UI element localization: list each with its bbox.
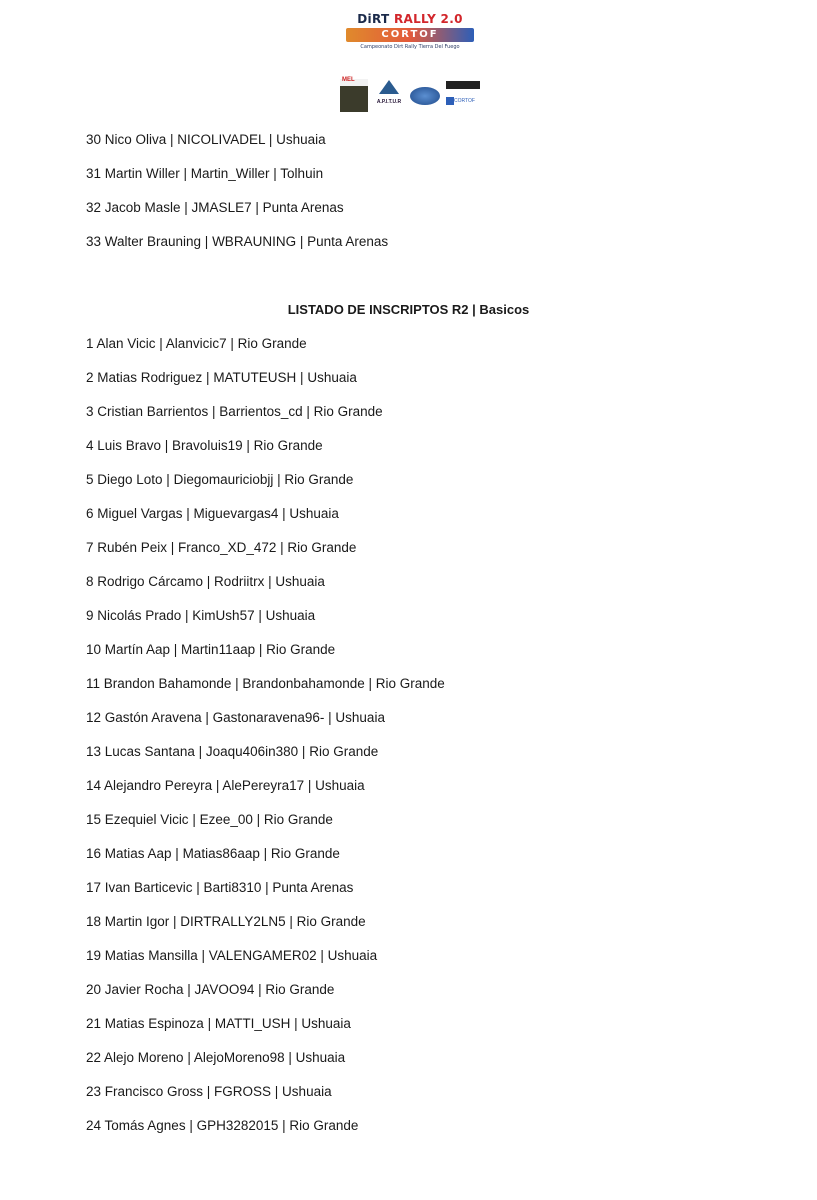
facebook-cortof-logo: CORTOF xyxy=(446,92,480,102)
list-item: 4 Luis Bravo | Bravoluis19 | Rio Grande xyxy=(86,438,323,453)
list-item: 8 Rodrigo Cárcamo | Rodriitrx | Ushuaia xyxy=(86,574,325,589)
list-item: 10 Martín Aap | Martin11aap | Rio Grande xyxy=(86,642,336,657)
logo-brand-banner: CORTOF xyxy=(346,28,474,42)
dark-banner-logo xyxy=(446,81,480,89)
list-item: 24 Tomás Agnes | GPH3282015 | Rio Grande xyxy=(86,1118,359,1133)
list-item: 22 Alejo Moreno | AlejoMoreno98 | Ushuaia xyxy=(86,1050,346,1065)
logo-subtitle: Campeonato Dirt Rally Tierra Del Fuego xyxy=(360,44,460,50)
list-item: 31 Martin Willer | Martin_Willer | Tolhuin xyxy=(86,166,324,181)
list-item: 17 Ivan Barticevic | Barti8310 | Punta Arenas xyxy=(86,880,354,895)
list-item: 12 Gastón Aravena | Gastonaravena96- | Ushuaia xyxy=(86,710,385,725)
list-item: 16 Matias Aap | Matias86aap | Rio Grande xyxy=(86,846,340,861)
list-item: 3 Cristian Barrientos | Barrientos_cd | Rio Grande xyxy=(86,404,383,419)
list-item: 7 Rubén Peix | Franco_XD_472 | Rio Grande xyxy=(86,540,357,555)
list-item: 11 Brandon Bahamonde | Brandonbahamonde | Rio Grande xyxy=(86,676,445,691)
logo-game-subtitle: RALLY 2.0 xyxy=(393,12,463,26)
cortof-dirt-rally-logo xyxy=(334,2,486,66)
top-entry-list xyxy=(86,132,388,268)
list-item: 23 Francisco Gross | FGROSS | Ushuaia xyxy=(86,1084,332,1099)
list-item: 21 Matias Espinoza | MATTI_USH | Ushuaia xyxy=(86,1016,351,1031)
list-item: 2 Matias Rodriguez | MATUTEUSH | Ushuaia xyxy=(86,370,357,385)
list-item: 6 Miguel Vargas | Miguevargas4 | Ushuaia xyxy=(86,506,339,521)
mel-logo: MEL xyxy=(340,79,368,112)
logo-game-title: DiRT xyxy=(357,12,390,26)
list-item: 13 Lucas Santana | Joaqu406in380 | Rio Grande xyxy=(86,744,379,759)
list-item: 9 Nicolás Prado | KimUsh57 | Ushuaia xyxy=(86,608,316,623)
list-item: 18 Martin Igor | DIRTRALLY2LN5 | Rio Grande xyxy=(86,914,366,929)
apitur-logo: A.P.I.T.U.R xyxy=(374,77,404,105)
list-item: 19 Matias Mansilla | VALENGAMER02 | Ushuaia xyxy=(86,948,378,963)
list-item: 20 Javier Rocha | JAVOO94 | Rio Grande xyxy=(86,982,335,997)
list-item: 5 Diego Loto | Diegomauriciobjj | Rio Grande xyxy=(86,472,354,487)
section-heading: LISTADO DE INSCRIPTOS R2 | Basicos xyxy=(287,302,530,317)
list-item: 15 Ezequiel Vicic | Ezee_00 | Rio Grande xyxy=(86,812,333,827)
r2-entry-list xyxy=(86,336,445,1152)
list-item: 1 Alan Vicic | Alanvicic7 | Rio Grande xyxy=(86,336,307,351)
list-item: 33 Walter Brauning | WBRAUNING | Punta Arenas xyxy=(86,234,389,249)
oval-blue-logo xyxy=(410,87,440,105)
list-item: 14 Alejandro Pereyra | AlePereyra17 | Ushuaia xyxy=(86,778,365,793)
sponsor-logos xyxy=(340,77,480,107)
list-item: 32 Jacob Masle | JMASLE7 | Punta Arenas xyxy=(86,200,344,215)
list-item: 30 Nico Oliva | NICOLIVADEL | Ushuaia xyxy=(86,132,326,147)
